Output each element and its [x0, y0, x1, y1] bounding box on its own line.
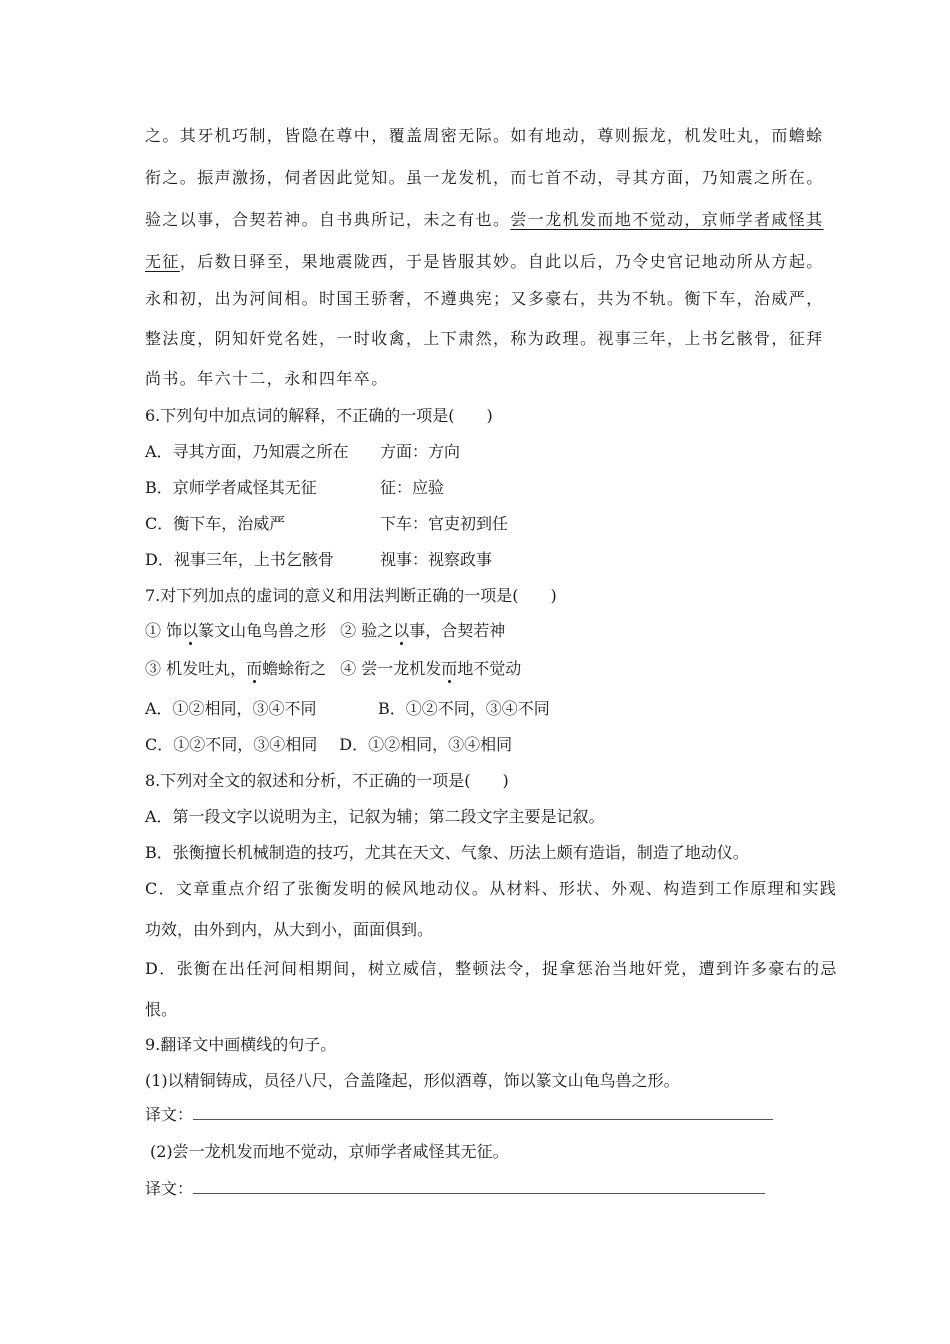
passage-text: 验之以事，合契若神。自书典所记，未之有也。 — [145, 210, 511, 229]
question-8-option-c-cont: 功效，由外到内，从大到小，面面俱到。 — [145, 920, 434, 939]
question-6-option-b — [145, 476, 445, 500]
passage-line-7: 尚书。年六十二，永和四年卒。 — [145, 369, 389, 388]
dotted-word: 而 — [246, 659, 263, 678]
question-8-option-d: D．张衡在出任河间相期间，树立威信，整顿法令，捉拿惩治当地奸党，遭到许多豪右的忌 — [145, 959, 838, 978]
question-6-option-a — [145, 440, 461, 464]
translation-label: 译文： — [145, 1105, 194, 1124]
option-text: D．视事三年，上书乞骸骨 — [145, 550, 334, 569]
question-9-sentence-1: (1)以精铜铸成，员径八尺，合盖隆起，形似酒尊，饰以篆文山龟鸟兽之形。 — [145, 1071, 680, 1090]
option-text: B．京师学者咸怪其无征 — [145, 478, 317, 497]
dotted-word: 以 — [182, 621, 199, 640]
option-a: A．①②相同，③④不同 — [145, 699, 317, 718]
option-gloss: 征：应验 — [380, 478, 445, 497]
sentence-text: ① 饰 — [145, 621, 183, 640]
question-7-stem: 7.对下列加点的虚词的意义和用法判断正确的一项是( ) — [145, 586, 557, 605]
option-c: C．①②不同，③④相同 — [145, 735, 318, 754]
passage-line-5: 永和初，出为河间相。时国王骄奢，不遵典宪；又多豪右，共为不轨。衡下车，治威严， — [145, 289, 824, 308]
translation-line-1 — [145, 1103, 773, 1127]
question-8-option-d-cont: 恨。 — [145, 1000, 178, 1019]
sentence-text: ④ 尝一龙机发 — [340, 659, 442, 678]
passage-text: ，后数日驿至，果地震陇西，于是皆服其妙。自此以后，乃令史官记地动所从方起。 — [179, 252, 824, 271]
question-6-stem: 6.下列句中加点词的解释，不正确的一项是( ) — [145, 406, 493, 425]
dotted-word: 以 — [393, 621, 410, 640]
passage-line-3 — [145, 208, 824, 232]
underlined-sentence-end: 无征 — [145, 252, 180, 271]
question-7-sentences-1-2 — [145, 619, 505, 643]
passage-line-2: 衔之。振声激扬，伺者因此觉知。虽一龙发机，而七首不动，寻其方面，乃知震之所在。 — [145, 168, 824, 187]
question-9-sentence-2: (2)尝一龙机发而地不觉动，京师学者咸怪其无征。 — [150, 1142, 509, 1161]
option-text: A．寻其方面，乃知震之所在 — [145, 442, 349, 461]
question-6-option-d — [145, 548, 493, 572]
answer-blank[interactable] — [193, 1107, 773, 1120]
passage-line-1: 之。其牙机巧制，皆隐在尊中，覆盖周密无际。如有地动，尊则振龙，机发吐丸，而蟾蜍 — [145, 126, 824, 145]
sentence-text: 地不觉动 — [457, 659, 522, 678]
question-6-option-c — [145, 512, 509, 536]
sentence-text: 篆文山龟鸟兽之形 — [198, 621, 327, 640]
question-9-stem: 9.翻译文中画横线的句子。 — [145, 1035, 337, 1054]
underlined-sentence: 尝一龙机发而地不觉动，京师学者咸怪其 — [510, 210, 824, 229]
translation-label: 译文： — [145, 1179, 194, 1198]
question-8-option-a: A．第一段文字以说明为主，记叙为辅；第二段文字主要是记叙。 — [145, 807, 605, 826]
question-8-option-c: C．文章重点介绍了张衡发明的候风地动仪。从材料、形状、外观、构造到工作原理和实践 — [145, 879, 838, 898]
option-gloss: 方面：方向 — [380, 442, 461, 461]
sentence-text: 蟾蜍衔之 — [262, 659, 327, 678]
question-8-option-b: B．张衡擅长机械制造的技巧，尤其在天文、气象、历法上颇有造诣，制造了地动仪。 — [145, 843, 749, 862]
option-b: B．①②不同，③④不同 — [378, 699, 550, 718]
question-7-sentences-3-4 — [145, 657, 521, 681]
question-7-options-cd — [145, 733, 512, 757]
question-7-options-ab — [145, 697, 550, 721]
passage-line-6: 整法度，阴知奸党名姓，一时收禽，上下肃然，称为政理。视事三年，上书乞骸骨，征拜 — [145, 329, 824, 348]
answer-blank[interactable] — [193, 1181, 765, 1194]
option-gloss: 下车：官吏初到任 — [380, 514, 509, 533]
passage-line-4 — [145, 250, 824, 274]
dotted-word: 而 — [441, 659, 458, 678]
question-8-stem: 8.下列对全文的叙述和分析，不正确的一项是( ) — [145, 771, 509, 790]
option-gloss: 视事：视察政事 — [380, 550, 493, 569]
sentence-text: ② 验之 — [340, 621, 394, 640]
option-d: D．①②相同，③④相同 — [339, 735, 513, 754]
sentence-text: 事，合契若神 — [409, 621, 506, 640]
option-text: C．衡下车，治威严 — [145, 514, 286, 533]
sentence-text: ③ 机发吐丸， — [145, 659, 247, 678]
translation-line-2 — [145, 1177, 765, 1201]
